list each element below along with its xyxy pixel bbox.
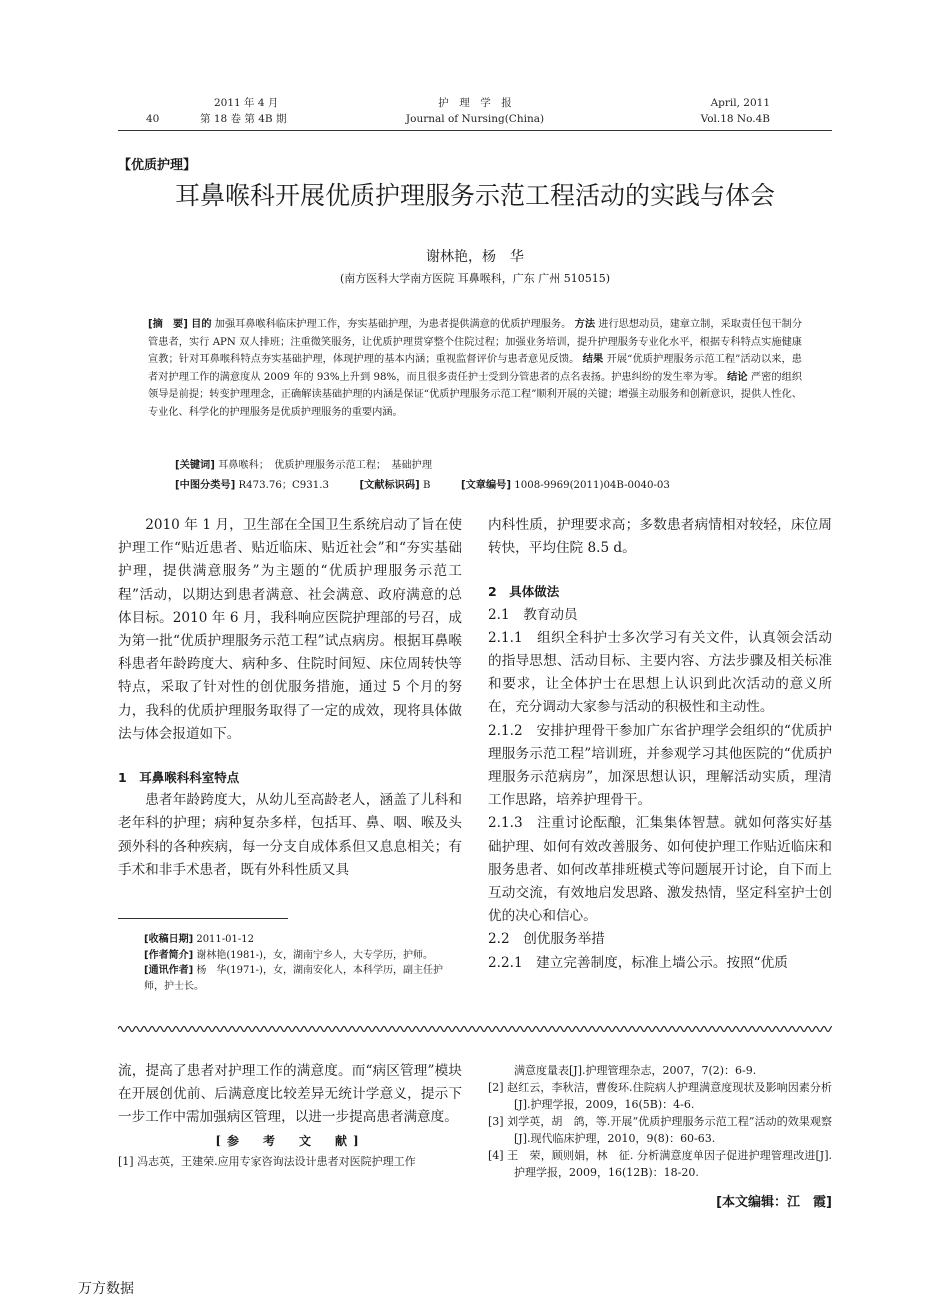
clc-label: [中图分类号]	[175, 480, 236, 491]
keywords	[175, 458, 432, 474]
corr-author-label: [通讯作者]	[144, 965, 194, 976]
para-2-1-1: 2.1.1 组织全科护士多次学习有关文件，认真领会活动的指导思想、活动目标、主要内容、方法步骤及相关标准和要求，让全体护士在思想上认识到此次活动的意义所在，充分调动大家参与活动的积极性和主动性。	[488, 629, 832, 716]
corr-author: 杨 华(1971-)，女，湖南安化人，本科学历，副主任护师，护士长。	[144, 965, 443, 992]
header-date-en: April, 2011	[710, 97, 770, 109]
continuation-column	[118, 1060, 462, 1170]
abstract-label: [摘 要]	[148, 319, 188, 330]
page-number: 40	[146, 113, 160, 125]
author-bio: 谢林艳(1981-)，女，湖南宁乡人，大专学历，护师。	[196, 949, 433, 961]
header-date-cn: 2011 年 4 月	[214, 97, 279, 109]
editor-note: [本文编辑：江 霞]	[716, 1195, 832, 1210]
section-2-1-heading: 2.1 教育动员	[488, 606, 578, 623]
intro-paragraph: 2010 年 1 月，卫生部在全国卫生系统启动了旨在使护理工作“贴近患者、贴近临床、贴近社会”和“夯实基础护理，提供满意服务”为主题的“优质护理服务示范工程”活动，以期达到患者满意、社会满意、政府满意的总体目标。2010 年 6 月，我科响应医院护理部的号召，成为第一批“优质护理服务示范工程”试点病房。根据耳鼻喉科患者年龄跨度大、病种多、住院时间短、床位周转快等特点，采取了针对性的创优服务措施，通过 5 个月的努力，我科的优质护理服务取得了一定的成效，现将具体做法与体会报道如下。	[118, 517, 462, 742]
references-heading: [参 考 文 献]	[215, 1133, 365, 1148]
method-label: 方法	[574, 319, 596, 330]
doc-code-label: [文献标识码]	[359, 480, 420, 491]
received-label: [收稿日期]	[144, 934, 194, 945]
objective-label: 目的	[191, 319, 212, 330]
classification	[175, 478, 670, 494]
affiliation: (南方医科大学南方医院 耳鼻喉科，广东 广州 510515)	[339, 272, 611, 285]
section-1-text-cont: 内科性质，护理要求高；多数患者病情相对较轻，床位周转快，平均住院 8.5 d。	[488, 517, 832, 557]
article-title: 耳鼻喉科开展优质护理服务示范工程活动的实践与体会	[174, 181, 775, 210]
method-text: 进行思想动员，建章立制，采取责任包干制分管患者，实行 APN 双人排班；注重微笑服务，让优质护理贯穿整个住院过程；加强业务培训，提升护理服务专业化水平，根据专科特点实施健康宣教；针对耳鼻喉科特点夯实基础护理，体现护理的基本内涵；重视监督评价与患者意见反馈。	[148, 319, 803, 366]
continuation-text: 流，提高了患者对护理工作的满意度。而“病区管理”模块在开展创优前、后满意度比较差异无统计学意义，提示下一步工作中需加强病区管理，以进一步提高患者满意度。	[118, 1063, 462, 1126]
section-tag: 【优质护理】	[118, 158, 197, 173]
result-label: 结果	[582, 354, 604, 366]
doc-code-value: B	[422, 480, 431, 491]
conclusion-text: 严密的组织领导是前提；转变护理理念，正确解读基础护理的内涵是保证“优质护理服务示范工程”顺利开展的关键；增强主动服务和创新意识，提供人性化、专业化、科学化的护理服务是优质护理服务的重要内涵。	[148, 371, 803, 418]
section-2-2-heading: 2.2 创优服务举措	[488, 931, 605, 948]
article-no-value: 1008-9969(2011)04B-0040-03	[514, 480, 670, 491]
header-rule	[118, 130, 832, 131]
left-column	[118, 514, 462, 882]
reference-4: [4] 王 荣，顾则娟，林 征. 分析满意度单因子促进护理管理改进[J].护理学报，2009，16(12B)：18-20.	[488, 1149, 832, 1179]
para-2-1-3: 2.1.3 注重讨论酝酿，汇集集体智慧。就如何落实好基础护理、如何有效改善服务、如何使护理工作贴近临床和服务患者、如何改革排班模式等问题展开讨论，自下而上互动交流，有效地启发思路、激发热情，坚定科室护士创优的决心和信心。	[488, 815, 832, 925]
conclusion-label: 结论	[727, 371, 748, 383]
para-2-2-1: 2.2.1 建立完善制度，标准上墙公示。按照“优质	[488, 954, 788, 971]
section-1-text: 患者年龄跨度大，从幼儿至高龄老人，涵盖了儿科和老年科的护理；病种复杂多样，包括耳、鼻、咽、喉及头颈外科的各种疾病，每一分支自成体系但又息息相关；有手术和非手术患者，既有外科性质又具	[118, 792, 462, 878]
abstract	[148, 316, 802, 422]
received-date: 2011-01-12	[196, 934, 254, 945]
right-column	[488, 514, 832, 975]
keywords-label: [关键词]	[175, 460, 215, 471]
keywords-value: 耳鼻喉科； 优质护理服务示范工程； 基础护理	[218, 460, 433, 471]
footnote-rule	[118, 918, 288, 919]
reference-1: [1] 冯志英，王建荣.应用专家咨询法设计患者对医院护理工作	[118, 1154, 416, 1168]
reference-2: [2] 赵红云，李秋洁，曹俊环.住院病人护理满意度现状及影响因素分析[J].护理学报，2009，16(5B)：4-6.	[488, 1081, 832, 1111]
header-journal-cn: 护 理 学 报	[438, 97, 512, 109]
wavy-separator	[118, 1024, 832, 1034]
header-volume-cn: 第 18 卷 第 4B 期	[200, 113, 287, 125]
header-journal-en: Journal of Nursing(China)	[405, 113, 545, 125]
author-bio-label: [作者简介]	[144, 949, 194, 961]
references-column	[488, 1062, 832, 1181]
article-no-label: [文章编号]	[460, 480, 512, 491]
reference-1-cont: 满意度量表[J].护理管理杂志，2007，7(2)：6-9.	[514, 1064, 757, 1077]
footnote	[118, 932, 462, 994]
result-text: 开展“优质护理服务示范工程”活动以来，患者对护理工作的满意度从 2009 年的 93%上升到 98%，而且很多责任护士受到分管患者的点名表扬。护患纠纷的发生率为零。	[148, 354, 802, 383]
reference-3: [3] 刘学英，胡 鸽，等.开展“优质护理服务示范工程”活动的效果观察[J].现代临床护理，2010，9(8)：60-63.	[488, 1115, 832, 1145]
header-volume-en: Vol.18 No.4B	[700, 113, 770, 125]
section-2-heading: 2 具体做法	[488, 584, 560, 600]
clc-value: R473.76；C931.3	[238, 480, 329, 491]
objective-text: 加强耳鼻喉科临床护理工作，夯实基础护理，为患者提供满意的优质护理服务。	[214, 319, 572, 330]
watermark: 万方数据	[78, 1281, 134, 1297]
para-2-1-2: 2.1.2 安排护理骨干参加广东省护理学会组织的“优质护理服务示范工程”培训班，并参观学习其他医院的“优质护理服务示范病房”，加深思想认识，理解活动实质，理清工作思路，培养护理骨干。	[488, 722, 832, 809]
section-1-heading: 1 耳鼻喉科科室特点	[118, 770, 240, 786]
authors: 谢林艳，杨 华	[426, 249, 524, 265]
